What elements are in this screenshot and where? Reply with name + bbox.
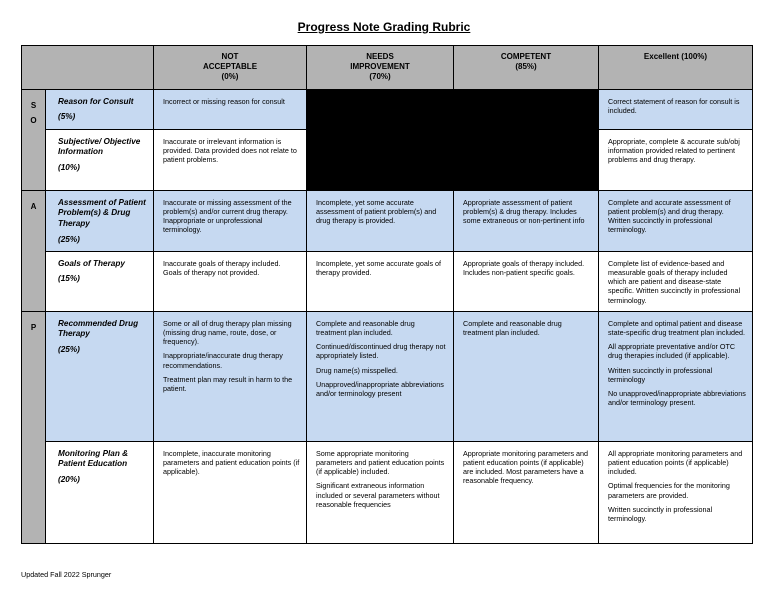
cell-assessment-excellent: Complete and accurate assessment of patient problem(s) and drug therapy. Written succinctly in professional terminology. [599,190,753,251]
cell-assessment-needs-improvement: Incomplete, yet some accurate assessment of patient problem(s) and drug therapy is provided. [307,190,454,251]
header-needs-improvement: NEEDS IMPROVEMENT (70%) [307,46,454,90]
row-assessment [22,190,753,251]
header-not-acceptable: NOT ACCEPTABLE (0%) [154,46,307,90]
header-row [22,46,753,90]
cell-recommended-needs-improvement: Complete and reasonable drug treatment plan included. Continued/discontinued drug therapy not appropriately listed. Drug name(s) misspelled. Unapproved/inappropriate abbreviations and/or terminology present [307,311,454,441]
cell-goals-competent: Appropriate goals of therapy included. Includes non-patient specific goals. [454,251,599,311]
redacted-block [307,89,599,190]
cell-goals-needs-improvement: Incomplete, yet some accurate goals of therapy provided. [307,251,454,311]
criterion-monitoring-plan: Monitoring Plan & Patient Education (20%) [46,441,154,543]
cell-subjective-excellent: Appropriate, complete & accurate sub/obj information provided related to pertinent problems and drug therapy. [599,129,753,190]
cell-reason-excellent: Correct statement of reason for consult is included. [599,89,753,129]
cell-reason-not-acceptable: Incorrect or missing reason for consult [154,89,307,129]
rubric-table [21,45,753,544]
cell-goals-excellent: Complete list of evidence-based and measurable goals of therapy included which are patient and disease-state specific. Written succinctly in professional terminology. [599,251,753,311]
criterion-recommended-drug-therapy: Recommended Drug Therapy (25%) [46,311,154,441]
header-empty [22,46,154,90]
section-label-p: P [22,311,46,543]
criterion-subjective-objective: Subjective/ Objective Information (10%) [46,129,154,190]
cell-recommended-excellent: Complete and optimal patient and disease state-specific drug treatment plan included. All appropriate preventative and/or OTC drug therapies included (if applicable). Written succinctly in professional terminology No unapproved/inappropriate abbreviations and/or terminology present. [599,311,753,441]
criterion-reason-for-consult: Reason for Consult (5%) [46,89,154,129]
cell-recommended-not-acceptable: Some or all of drug therapy plan missing (missing drug name, route, dose, or frequency). Inappropriate/inaccurate drug therapy recommendations. Treatment plan may result in harm to the patient. [154,311,307,441]
footer-note: Updated Fall 2022 Sprunger [21,570,112,579]
criterion-assessment: Assessment of Patient Problem(s) & Drug Therapy (25%) [46,190,154,251]
row-recommended-drug-therapy [22,311,753,441]
cell-monitoring-needs-improvement: Some appropriate monitoring parameters and patient education points (if applicable) included. Significant extraneous information included or several parameters without reasonable frequencies [307,441,454,543]
row-monitoring-plan [22,441,753,543]
header-excellent: Excellent (100%) [599,46,753,90]
criterion-goals-of-therapy: Goals of Therapy (15%) [46,251,154,311]
row-reason-for-consult [22,89,753,129]
row-goals-of-therapy [22,251,753,311]
cell-assessment-not-acceptable: Inaccurate or missing assessment of the problem(s) and/or current drug therapy. Inappropriate or unprofessional terminology. [154,190,307,251]
page-title: Progress Note Grading Rubric [297,20,471,34]
cell-subjective-not-acceptable: Inaccurate or irrelevant information is provided. Data provided does not relate to patient problems. [154,129,307,190]
section-label-a: A [22,190,46,311]
cell-monitoring-competent: Appropriate monitoring parameters and patient education points (if applicable) are included. Most parameters have a reasonable frequency. [454,441,599,543]
cell-goals-not-acceptable: Inaccurate goals of therapy included. Goals of therapy not provided. [154,251,307,311]
header-competent: COMPETENT (85%) [454,46,599,90]
section-label-so: S O [22,89,46,190]
cell-recommended-competent: Complete and reasonable drug treatment plan included. [454,311,599,441]
cell-assessment-competent: Appropriate assessment of patient problem(s) & drug therapy. Includes some extraneous or non-pertinent info [454,190,599,251]
cell-monitoring-excellent: All appropriate monitoring parameters and patient education points (if applicable) included. Optimal frequencies for the monitoring parameters are provided. Written succinctly in professional terminology. [599,441,753,543]
cell-monitoring-not-acceptable: Incomplete, inaccurate monitoring parameters and patient education points (if applicable). [154,441,307,543]
